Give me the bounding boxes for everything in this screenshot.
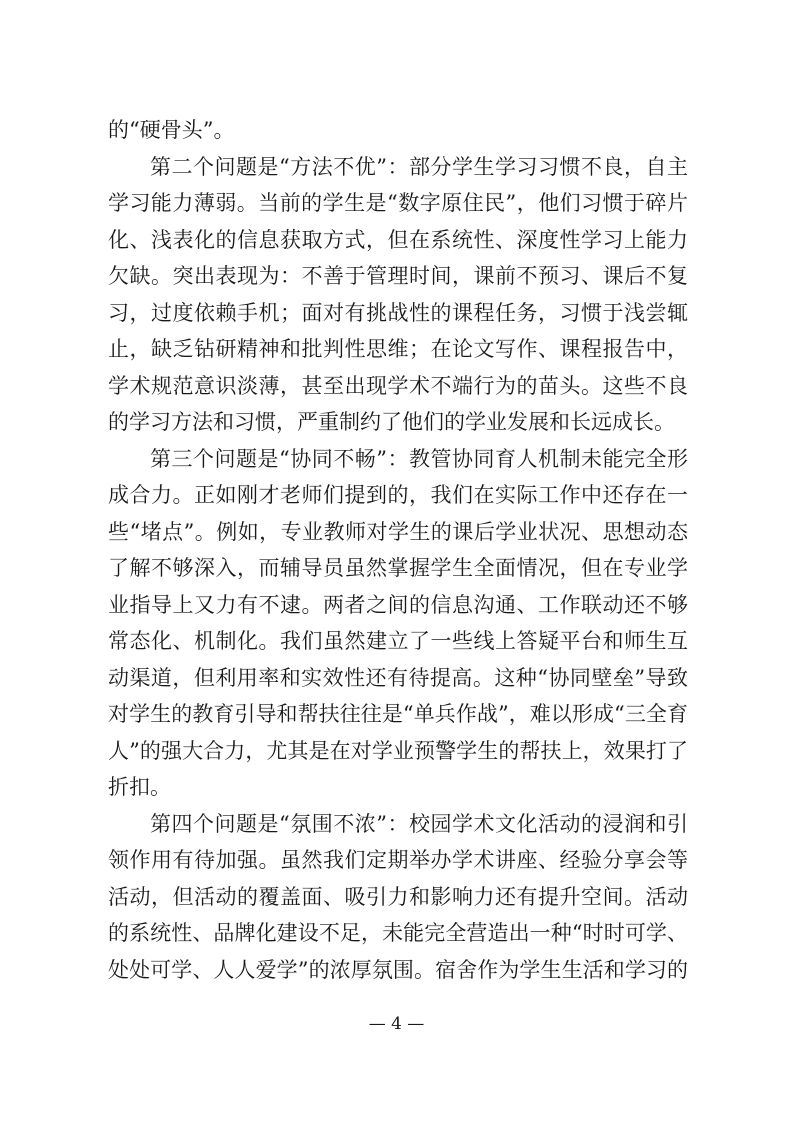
text-line: 折扣。: [108, 775, 171, 799]
text-line: 些“堵点”。例如，专业教师对学生的课后学业状况、思想动态: [108, 519, 688, 544]
text-line: 领作用有待加强。虽然我们定期举办学术讲座、经验分享会等: [108, 848, 688, 872]
text-line: 对学生的教育引导和帮扶往往是“单兵作战”，难以形成“三全育: [108, 702, 688, 726]
body-text: [108, 112, 688, 988]
text-line: 活动，但活动的覆盖面、吸引力和影响力还有提升空间。活动: [108, 884, 688, 909]
text-line: 第三个问题是“协同不畅”：教管协同育人机制未能完全形: [150, 446, 688, 471]
text-line: 欠缺。突出表现为：不善于管理时间，课前不预习、课后不复: [108, 264, 688, 288]
text-line: 第二个问题是“方法不优”：部分学生学习习惯不良，自主: [150, 154, 688, 179]
text-line: 的“硬骨头”。: [108, 118, 235, 142]
text-line: 了解不够深入，而辅导员虽然掌握学生全面情况，但在专业学: [108, 556, 688, 580]
text-line: 止，缺乏钻研精神和批判性思维；在论文写作、课程报告中，: [108, 337, 688, 361]
text-line: 常态化、机制化。我们虽然建立了一些线上答疑平台和师生互: [108, 629, 688, 653]
text-line: 动渠道，但利用率和实效性还有待提高。这种“协同壁垒”导致: [108, 665, 688, 690]
text-line: 习，过度依赖手机；面对有挑战性的课程任务，习惯于浅尝辄: [108, 300, 688, 325]
text-line: 处处可学、人人爱学”的浓厚氛围。宿舍作为学生生活和学习的: [108, 957, 688, 982]
page-number: — 4 —: [368, 1014, 425, 1034]
text-line: 成合力。正如刚才老师们提到的，我们在实际工作中还存在一: [108, 483, 688, 507]
text-line: 第四个问题是“氛围不浓”：校园学术文化活动的浸润和引: [150, 811, 688, 836]
text-line: 学术规范意识淡薄，甚至出现学术不端行为的苗头。这些不良: [108, 373, 688, 398]
text-line: 人”的强大合力，尤其是在对学业预警学生的帮扶上，效果打了: [108, 738, 688, 763]
text-line: 学习能力薄弱。当前的学生是“数字原住民”，他们习惯于碎片: [108, 191, 688, 215]
text-line: 化、浅表化的信息获取方式，但在系统性、深度性学习上能力: [108, 227, 688, 252]
text-line: 的系统性、品牌化建设不足，未能完全营造出一种“时时可学、: [108, 921, 688, 945]
text-line: 业指导上又力有不逮。两者之间的信息沟通、工作联动还不够: [108, 592, 688, 617]
text-line: 的学习方法和习惯，严重制约了他们的学业发展和长远成长。: [108, 410, 675, 434]
